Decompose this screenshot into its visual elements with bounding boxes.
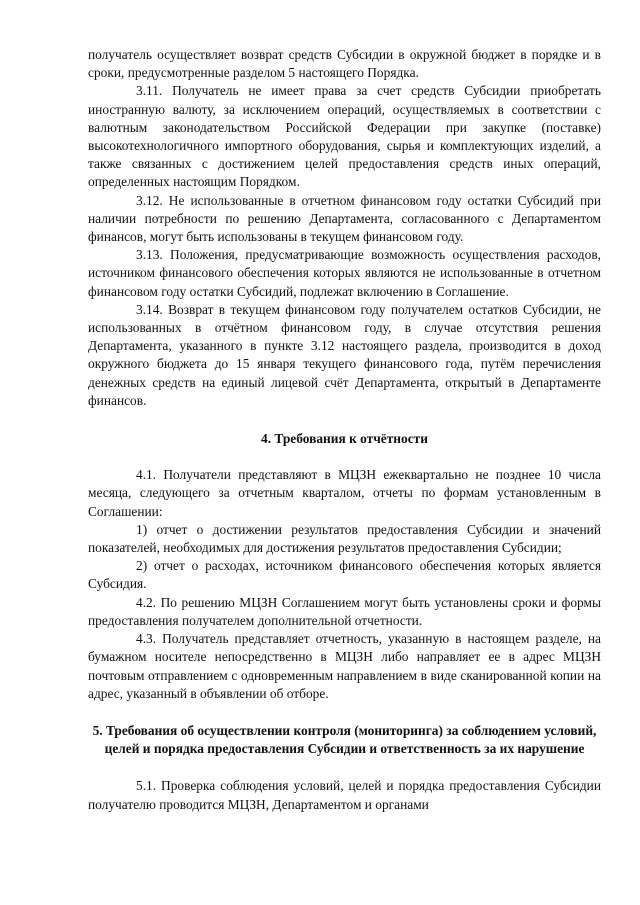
paragraph-continuation: получатель осуществляет возврат средств Субсидии в окружной бюджет в порядке и в сроки, предусмотренные разделом 5 настоящего Порядка. <box>88 47 601 81</box>
paragraph-5-1: 5.1. Проверка соблюдения условий, целей и порядка предоставления Субсидии получателю проводится МЦЗН, Департаментом и органами <box>88 778 601 812</box>
paragraph-3-11: 3.11. Получатель не имеет права за счет средств Субсидии приобретать иностранную валюту, за исключением операций, осуществляемых в соответствии с валютным законодательством Российской Федерации при закупке (поставке) высокотехнологичного импортного оборудования, сырья и комплектующих изделий, а также связанных с достижением целей предоставления средств иных операций, определенных настоящим Порядком. <box>88 83 601 190</box>
paragraph-4-1: 4.1. Получатели представляют в МЦЗН ежеквартально не позднее 10 числа месяца, следующего за отчетным кварталом, отчеты по формам установленным в Соглашении: <box>88 467 601 519</box>
paragraph-3-14: 3.14. Возврат в текущем финансовом году получателем остатков Субсидии, не использованных в отчётном финансовом году, в случае отсутствия решения Департамента, указанного в пункте 3.12 настоящего раздела, производится в доход окружного бюджета до 15 января текущего финансового года, путём перечисления денежных средств на единый лицевой счёт Департамента, открытый в Департаменте финансов. <box>88 301 601 408</box>
paragraph-4-1-item-2: 2) отчет о расходах, источником финансового обеспечения которых является Субсидия. <box>88 558 601 592</box>
paragraph-4-2: 4.2. По решению МЦЗН Соглашением могут быть установлены сроки и формы предоставления получателем дополнительной отчетности. <box>88 594 601 628</box>
document-body <box>88 46 601 814</box>
paragraph-4-3: 4.3. Получатель представляет отчетность, указанную в настоящем разделе, на бумажном носителе непосредственно в МЦЗН либо направляет ее в адрес МЦЗН почтовым отправлением с одновременным направлением в виде сканированной копии на адрес, указанный в объявлении об отборе. <box>88 631 601 701</box>
paragraph-3-12: 3.12. Не использованные в отчетном финансовом году остатки Субсидий при наличии потребности по решению Департамента, согласованного с Департаментом финансов, могут быть использованы в текущем финансовом году. <box>88 192 601 245</box>
section-5-heading: 5. Требования об осуществлении контроля (мониторинга) за соблюдением условий, целей и порядка предоставления Субсидии и ответственность за их нарушение <box>92 722 597 757</box>
section-4-heading: 4. Требования к отчётности <box>261 431 428 447</box>
paragraph-3-13: 3.13. Положения, предусматривающие возможность осуществления расходов, источником финансового обеспечения которых являются не использованные в отчетном финансовом году остатки Субсидий, подлежат включению в Соглашение. <box>88 247 601 299</box>
paragraph-4-1-item-1: 1) отчет о достижении результатов предоставления Субсидии и значений показателей, необходимых для достижения результатов предоставления Субсидии; <box>88 521 601 556</box>
